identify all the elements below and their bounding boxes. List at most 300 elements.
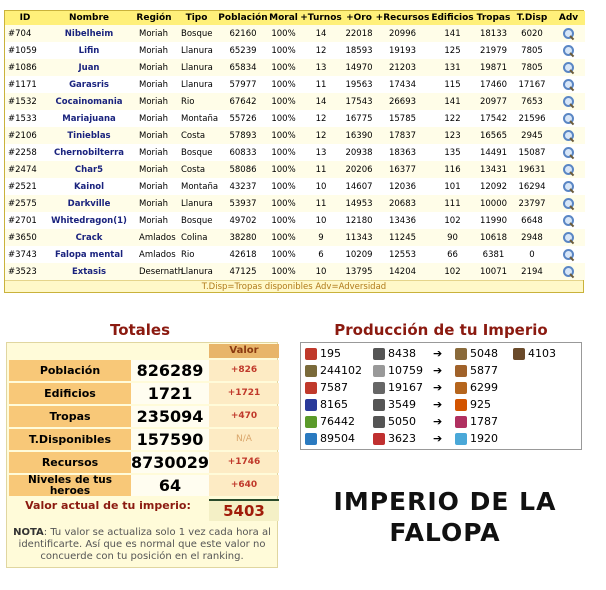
cell-oro: 20206 xyxy=(343,161,375,178)
empire-title-line1: IMPERIO DE LA xyxy=(333,487,557,516)
nota-label: NOTA xyxy=(13,527,44,538)
cell-poblacion: 38280 xyxy=(218,229,268,246)
totales-row xyxy=(7,359,277,382)
cell-nombre[interactable]: Crack xyxy=(45,229,133,246)
produccion-row xyxy=(301,413,581,430)
cell-poblacion: 57977 xyxy=(218,76,268,93)
cell-edificios: 123 xyxy=(430,127,475,144)
cell-region: Moriah xyxy=(133,212,175,229)
produccion-value: 1920 xyxy=(470,432,498,445)
cell-tdisp: 6020 xyxy=(512,25,552,42)
totales-value: 235094 xyxy=(131,406,209,427)
col-region[interactable]: Región xyxy=(133,11,175,25)
produccion-item xyxy=(373,362,423,379)
ranking-row xyxy=(5,59,585,76)
cell-tropas: 10000 xyxy=(475,195,512,212)
cell-oro: 19563 xyxy=(343,76,375,93)
produccion-item xyxy=(305,379,348,396)
arrow-right-icon: ➔ xyxy=(433,364,443,377)
col-moral[interactable]: Moral xyxy=(269,13,298,23)
col-poblacion[interactable]: Población xyxy=(218,13,268,23)
cell-nombre[interactable]: Kainol xyxy=(45,178,133,195)
ranking-body xyxy=(5,25,585,280)
cell-recursos: 15785 xyxy=(375,110,430,127)
produccion-item xyxy=(455,413,498,430)
cell-recursos: 26693 xyxy=(375,93,430,110)
produccion-value: 19167 xyxy=(388,381,423,394)
cell-edificios: 66 xyxy=(430,246,475,263)
produccion-row xyxy=(301,362,581,379)
totales-increment: +640 xyxy=(209,475,279,496)
martillo-icon xyxy=(455,348,467,360)
produccion-value: 925 xyxy=(470,398,491,411)
produccion-row xyxy=(301,345,581,362)
produccion-value: 76442 xyxy=(320,415,355,428)
cell-adv xyxy=(552,93,585,110)
cell-adv xyxy=(552,178,585,195)
cell-poblacion: 60833 xyxy=(218,144,268,161)
magnifier-icon[interactable] xyxy=(562,265,575,278)
totales-increment: +470 xyxy=(209,406,279,427)
cell-turnos: 14 xyxy=(299,25,343,42)
totales-value: 64 xyxy=(131,475,209,496)
cell-tipo: Rio xyxy=(175,93,218,110)
produccion-value: 4103 xyxy=(528,347,556,360)
cell-tropas: 20977 xyxy=(475,93,512,110)
cell-edificios: 141 xyxy=(430,25,475,42)
produccion-value: 5050 xyxy=(388,415,416,428)
hierro-icon xyxy=(373,382,385,394)
cell-region: Moriah xyxy=(133,76,175,93)
cell-recursos: 11245 xyxy=(375,229,430,246)
totales-row xyxy=(7,405,277,428)
cell-nombre[interactable]: Falopa mental xyxy=(45,246,133,263)
cell-moral: 100% xyxy=(268,42,299,59)
produccion-item xyxy=(305,362,362,379)
cell-moral: 100% xyxy=(268,229,299,246)
ranking-row xyxy=(5,110,585,127)
cell-poblacion: 55726 xyxy=(218,110,268,127)
cell-tdisp: 15087 xyxy=(512,144,552,161)
produccion-value: 89504 xyxy=(320,432,355,445)
totales-title: Totales xyxy=(109,321,171,339)
cell-id: #2474 xyxy=(5,161,45,178)
piedra-icon xyxy=(373,365,385,377)
col-adv[interactable]: Adv xyxy=(552,11,585,25)
magnifier-icon[interactable] xyxy=(562,27,575,40)
cell-poblacion: 53937 xyxy=(218,195,268,212)
produccion-row xyxy=(301,379,581,396)
cell-poblacion: 43237 xyxy=(218,178,268,195)
col-tdisp[interactable]: T.Disp xyxy=(512,11,552,25)
totales-label: Recursos xyxy=(9,452,131,473)
nota-body: : Tu valor se actualiza solo 1 vez cada hora al identificarte. Así que es normal que este valor no concuerde con tu posición en el ranking. xyxy=(18,527,271,562)
totales-row xyxy=(7,428,277,451)
cell-oro: 22018 xyxy=(343,25,375,42)
totales-value: 8730029 xyxy=(131,453,209,472)
produccion-value: 3623 xyxy=(388,432,416,445)
totales-rows xyxy=(7,359,277,497)
cell-nombre[interactable]: Whitedragon(1) xyxy=(45,212,133,229)
totales-label: Edificios xyxy=(9,383,131,404)
produccion-item xyxy=(455,345,498,362)
cell-id: #2521 xyxy=(5,178,45,195)
totales-value: 157590 xyxy=(131,429,209,450)
produccion-value: 5048 xyxy=(470,347,498,360)
cell-poblacion: 62160 xyxy=(218,25,268,42)
cell-nombre[interactable]: Nibelheim xyxy=(45,25,133,42)
ranking-row xyxy=(5,195,585,212)
turnos-icon xyxy=(305,348,317,360)
produccion-row xyxy=(301,396,581,413)
luna-icon xyxy=(305,399,317,411)
cell-tdisp: 21596 xyxy=(512,110,552,127)
cell-moral: 100% xyxy=(268,59,299,76)
cell-nombre[interactable]: Juan xyxy=(45,59,133,76)
cell-oro: 11343 xyxy=(343,229,375,246)
magnifier-icon[interactable] xyxy=(562,129,575,142)
cell-region: Moriah xyxy=(133,59,175,76)
totales-header xyxy=(7,343,277,359)
produccion-value: 3549 xyxy=(388,398,416,411)
cell-edificios: 102 xyxy=(430,212,475,229)
cell-id: #2701 xyxy=(5,212,45,229)
cell-id: #2106 xyxy=(5,127,45,144)
cell-tdisp: 16294 xyxy=(512,178,552,195)
produccion-item xyxy=(455,430,498,447)
cell-recursos: 17434 xyxy=(375,76,430,93)
cell-moral: 100% xyxy=(268,93,299,110)
magnifier-icon[interactable] xyxy=(562,180,575,193)
cell-oro: 16390 xyxy=(343,127,375,144)
cell-nombre[interactable]: Lifin xyxy=(45,42,133,59)
arrow-right-icon: ➔ xyxy=(433,415,443,428)
cell-id: #704 xyxy=(5,25,45,42)
cell-region: Moriah xyxy=(133,144,175,161)
cell-tdisp: 7805 xyxy=(512,59,552,76)
col-turnos[interactable]: +Turnos xyxy=(300,13,342,23)
ranking-row xyxy=(5,42,585,59)
cell-adv xyxy=(552,263,585,280)
ranking-row xyxy=(5,212,585,229)
cell-nombre[interactable]: Mariajuana xyxy=(45,110,133,127)
cell-edificios: 125 xyxy=(430,42,475,59)
produccion-value: 10759 xyxy=(388,364,423,377)
magnifier-icon[interactable] xyxy=(562,95,575,108)
cell-moral: 100% xyxy=(268,178,299,195)
cell-tropas: 10071 xyxy=(475,263,512,280)
cell-moral: 100% xyxy=(268,110,299,127)
valor-actual-row xyxy=(7,497,277,525)
cell-nombre[interactable]: Tinieblas xyxy=(45,127,133,144)
cell-tdisp: 7805 xyxy=(512,42,552,59)
montana-icon xyxy=(305,365,317,377)
ranking-row xyxy=(5,76,585,93)
cell-tropas: 16565 xyxy=(475,127,512,144)
cell-tipo: Llanura xyxy=(175,59,218,76)
cell-moral: 100% xyxy=(268,144,299,161)
cell-edificios: 122 xyxy=(430,110,475,127)
cell-recursos: 18363 xyxy=(375,144,430,161)
cell-edificios: 116 xyxy=(430,161,475,178)
cell-recursos: 21203 xyxy=(375,59,430,76)
magnifier-icon[interactable] xyxy=(562,146,575,159)
cell-id: #1059 xyxy=(5,42,45,59)
cell-region: Moriah xyxy=(133,178,175,195)
ranking-row xyxy=(5,229,585,246)
cell-turnos: 12 xyxy=(299,110,343,127)
cell-edificios: 90 xyxy=(430,229,475,246)
cell-moral: 100% xyxy=(268,76,299,93)
totales-panel xyxy=(6,342,278,568)
cell-region: Moriah xyxy=(133,93,175,110)
magnifier-icon[interactable] xyxy=(562,78,575,91)
totales-row xyxy=(7,382,277,405)
cell-adv xyxy=(552,25,585,42)
magnifier-icon[interactable] xyxy=(562,231,575,244)
troncos-icon xyxy=(455,365,467,377)
cell-nombre[interactable]: Cocainomania xyxy=(45,93,133,110)
cell-id: #1171 xyxy=(5,76,45,93)
produccion-item xyxy=(513,345,556,362)
ranking-row xyxy=(5,93,585,110)
produccion-value: 7587 xyxy=(320,381,348,394)
ranking-legend: T.Disp=Tropas disponibles Adv=Adversidad xyxy=(5,280,583,292)
arrow-right-icon: ➔ xyxy=(433,432,443,445)
cell-oro: 10209 xyxy=(343,246,375,263)
magnifier-icon[interactable] xyxy=(562,248,575,261)
cell-id: #3523 xyxy=(5,263,45,280)
ranking-header xyxy=(5,11,585,25)
produccion-item xyxy=(373,345,416,362)
cell-oro: 14970 xyxy=(343,59,375,76)
cell-poblacion: 65239 xyxy=(218,42,268,59)
cell-adv xyxy=(552,127,585,144)
cell-nombre[interactable]: Extasis xyxy=(45,263,133,280)
totales-increment: +1746 xyxy=(209,452,279,473)
col-tipo[interactable]: Tipo xyxy=(175,11,218,25)
cell-oro: 13795 xyxy=(343,263,375,280)
gemas-icon xyxy=(373,433,385,445)
cell-tropas: 10618 xyxy=(475,229,512,246)
cell-edificios: 101 xyxy=(430,178,475,195)
cell-poblacion: 67642 xyxy=(218,93,268,110)
cell-tropas: 11990 xyxy=(475,212,512,229)
produccion-item xyxy=(305,413,355,430)
cell-tdisp: 6648 xyxy=(512,212,552,229)
cell-moral: 100% xyxy=(268,25,299,42)
cell-turnos: 12 xyxy=(299,127,343,144)
cell-edificios: 115 xyxy=(430,76,475,93)
magnifier-icon[interactable] xyxy=(562,163,575,176)
cell-adv xyxy=(552,110,585,127)
cell-turnos: 13 xyxy=(299,144,343,161)
cell-nombre[interactable]: Garasris xyxy=(45,76,133,93)
produccion-item xyxy=(305,345,341,362)
totales-label: Tropas xyxy=(9,406,131,427)
produccion-item xyxy=(455,396,491,413)
produccion-item xyxy=(373,396,416,413)
cell-id: #2575 xyxy=(5,195,45,212)
cell-edificios: 131 xyxy=(430,59,475,76)
produccion-item xyxy=(373,430,416,447)
produccion-item xyxy=(373,379,423,396)
totales-label: T.Disponibles xyxy=(9,429,131,450)
cell-tipo: Llanura xyxy=(175,76,218,93)
maiz-icon xyxy=(305,416,317,428)
lingote-icon xyxy=(373,348,385,360)
cell-region: Amlados xyxy=(133,229,175,246)
col-tropas[interactable]: Tropas xyxy=(476,13,511,23)
cell-oro: 16775 xyxy=(343,110,375,127)
cell-tropas: 6381 xyxy=(475,246,512,263)
cell-tdisp: 17167 xyxy=(512,76,552,93)
cell-region: Moriah xyxy=(133,127,175,144)
cell-poblacion: 42618 xyxy=(218,246,268,263)
cell-turnos: 14 xyxy=(299,93,343,110)
cell-moral: 100% xyxy=(268,127,299,144)
cell-tipo: Bosque xyxy=(175,25,218,42)
arrow-right-icon: ➔ xyxy=(433,398,443,411)
cell-tipo: Montaña xyxy=(175,110,218,127)
cell-region: Moriah xyxy=(133,42,175,59)
cell-turnos: 10 xyxy=(299,178,343,195)
produccion-value: 8438 xyxy=(388,347,416,360)
ranking-row xyxy=(5,178,585,195)
lingote2-icon xyxy=(373,399,385,411)
cell-oro: 14607 xyxy=(343,178,375,195)
cell-adv xyxy=(552,229,585,246)
fruta-icon xyxy=(305,382,317,394)
cell-region: Moriah xyxy=(133,161,175,178)
produccion-title: Producción de tu Imperio xyxy=(334,321,548,339)
ranking-table xyxy=(5,11,585,280)
nota-text xyxy=(7,525,277,567)
cell-edificios: 135 xyxy=(430,144,475,161)
ranking-table-wrapper xyxy=(4,10,584,293)
cell-tipo: Llanura xyxy=(175,195,218,212)
cell-recursos: 16377 xyxy=(375,161,430,178)
cell-id: #2258 xyxy=(5,144,45,161)
cell-poblacion: 47125 xyxy=(218,263,268,280)
cell-edificios: 141 xyxy=(430,93,475,110)
cell-region: Moriah xyxy=(133,195,175,212)
cell-oro: 18593 xyxy=(343,42,375,59)
cell-poblacion: 58086 xyxy=(218,161,268,178)
magnifier-icon[interactable] xyxy=(562,214,575,227)
cell-id: #1086 xyxy=(5,59,45,76)
produccion-item xyxy=(305,396,348,413)
produccion-value: 1787 xyxy=(470,415,498,428)
cell-moral: 100% xyxy=(268,263,299,280)
cell-poblacion: 65834 xyxy=(218,59,268,76)
totales-value: 1721 xyxy=(131,383,209,404)
cell-turnos: 10 xyxy=(299,212,343,229)
cell-adv xyxy=(552,42,585,59)
cell-nombre[interactable]: Char5 xyxy=(45,161,133,178)
col-nombre[interactable]: Nombre xyxy=(45,11,133,25)
cell-adv xyxy=(552,59,585,76)
produccion-value: 8165 xyxy=(320,398,348,411)
cell-tipo: Costa xyxy=(175,161,218,178)
cell-id: #1533 xyxy=(5,110,45,127)
cell-tdisp: 0 xyxy=(512,246,552,263)
cell-turnos: 11 xyxy=(299,195,343,212)
cell-recursos: 19193 xyxy=(375,42,430,59)
cell-tdisp: 23797 xyxy=(512,195,552,212)
cell-oro: 12180 xyxy=(343,212,375,229)
cell-turnos: 13 xyxy=(299,59,343,76)
magnifier-icon[interactable] xyxy=(562,61,575,74)
cell-tdisp: 2194 xyxy=(512,263,552,280)
cell-adv xyxy=(552,144,585,161)
cell-edificios: 102 xyxy=(430,263,475,280)
cell-moral: 100% xyxy=(268,161,299,178)
cell-recursos: 14204 xyxy=(375,263,430,280)
cell-recursos: 12036 xyxy=(375,178,430,195)
valor-actual-label: Valor actual de tu imperio: xyxy=(25,499,191,512)
magnifier-icon[interactable] xyxy=(562,197,575,210)
totales-increment: +1721 xyxy=(209,383,279,404)
ranking-row xyxy=(5,25,585,42)
cell-adv xyxy=(552,161,585,178)
valor-header: Valor xyxy=(209,344,279,358)
cell-tipo: Bosque xyxy=(175,212,218,229)
cell-moral: 100% xyxy=(268,212,299,229)
cell-tdisp: 7653 xyxy=(512,93,552,110)
cell-recursos: 17837 xyxy=(375,127,430,144)
cell-tropas: 13431 xyxy=(475,161,512,178)
cell-turnos: 11 xyxy=(299,161,343,178)
cell-adv xyxy=(552,212,585,229)
ranking-row xyxy=(5,161,585,178)
cell-tipo: Llanura xyxy=(175,42,218,59)
magnifier-icon[interactable] xyxy=(562,44,575,57)
totales-row xyxy=(7,474,277,497)
col-recursos[interactable]: +Recursos xyxy=(375,13,430,23)
valor-actual-value: 5403 xyxy=(209,499,279,521)
cell-tipo: Bosque xyxy=(175,144,218,161)
cell-tipo: Costa xyxy=(175,127,218,144)
cell-oro: 17543 xyxy=(343,93,375,110)
cell-tdisp: 19631 xyxy=(512,161,552,178)
produccion-item xyxy=(305,430,355,447)
ranking-row xyxy=(5,246,585,263)
magnifier-icon[interactable] xyxy=(562,112,575,125)
cell-region: Desernath xyxy=(133,263,175,280)
totales-row xyxy=(7,451,277,474)
cell-turnos: 11 xyxy=(299,76,343,93)
agua-icon xyxy=(305,433,317,445)
ranking-row xyxy=(5,263,585,280)
col-oro[interactable]: +Oro xyxy=(343,11,375,25)
cell-tdisp: 2945 xyxy=(512,127,552,144)
cell-nombre[interactable]: Chernobilterra xyxy=(45,144,133,161)
cell-nombre[interactable]: Darkville xyxy=(45,195,133,212)
pocion-icon xyxy=(455,416,467,428)
cell-edificios: 111 xyxy=(430,195,475,212)
col-edificios[interactable]: Edificios xyxy=(431,13,474,23)
totales-value: 826289 xyxy=(131,360,209,381)
cell-tropas: 21979 xyxy=(475,42,512,59)
cell-turnos: 12 xyxy=(299,42,343,59)
produccion-value: 6299 xyxy=(470,381,498,394)
cell-adv xyxy=(552,76,585,93)
col-id[interactable]: ID xyxy=(5,11,45,25)
cell-id: #1532 xyxy=(5,93,45,110)
cell-region: Moriah xyxy=(133,25,175,42)
cell-adv xyxy=(552,246,585,263)
